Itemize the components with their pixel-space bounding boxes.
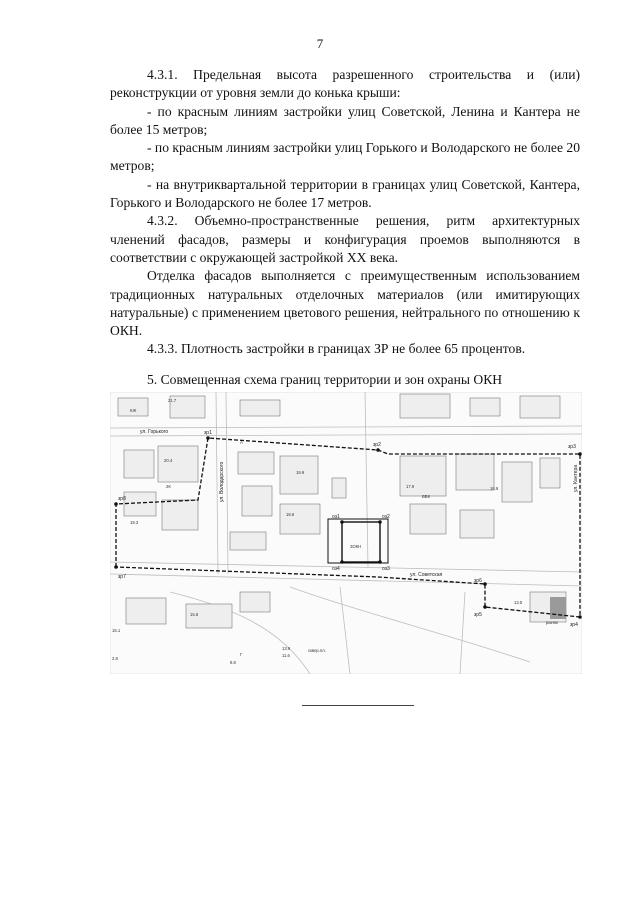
map-label: 15.1 xyxy=(112,628,121,633)
map-point-label: оз1 xyxy=(332,514,340,520)
map-label: сквер.пл. xyxy=(308,648,326,653)
paragraph-height-gorkogo: - по красным линиям застройки улиц Горького и Володарского не более 20 метров; xyxy=(110,140,580,174)
map-point-label: оз3 xyxy=(382,566,390,572)
map-point-label: зр6 xyxy=(474,578,482,584)
paragraph-height-sovetskaya: - по красным линиям застройки улиц Советской, Ленина и Кантера не более 15 метров; xyxy=(110,103,580,137)
document-body xyxy=(110,66,580,389)
map-label: 8.8 xyxy=(230,660,236,665)
map-point-label: зр3 xyxy=(568,444,576,450)
map-point-label: зр1 xyxy=(204,430,212,436)
zone-map xyxy=(110,392,582,674)
map-label: ЗОКН xyxy=(350,544,362,549)
map-label: А xyxy=(240,440,243,445)
map-point-label: зр5 xyxy=(474,612,482,618)
map-label: 19.3 xyxy=(130,520,139,525)
paragraph-4-3-2: 4.3.2. Объемно-пространственные решения, ритм архитектурных членений фасадов, размеры и конфигурация проемов выполняются в соответствии с окружающей застройкой XX века. xyxy=(110,213,580,265)
map-label: 11.6 xyxy=(282,653,290,658)
street-name-gorkogo: ул. Горького xyxy=(140,429,169,435)
map-label: 20.4 xyxy=(164,458,173,463)
section-heading: 5. Совмещенная схема границ территории и зон охраны ОКН xyxy=(147,371,503,387)
footer-rule xyxy=(302,705,414,706)
map-label: 13.9 xyxy=(282,646,291,651)
map-point-label: зр8 xyxy=(118,496,126,502)
map-point-label: зр4 xyxy=(570,622,578,628)
street-name-volodarskogo: ул. Володарского xyxy=(219,461,225,502)
map-point-label: зр7 xyxy=(118,574,126,580)
page-number: 7 xyxy=(316,36,324,51)
paragraph-facades: Отделка фасадов выполняется с преимущественным использованием традиционных натуральных отделочных материалов (или имитирующих натуральные) с применением цветового решения, нейтрального по отношению к ОКН. xyxy=(110,268,580,339)
map-label: 18.6 xyxy=(286,512,295,517)
map-point-label: зр2 xyxy=(373,442,381,448)
map-point-label: оз2 xyxy=(382,514,390,520)
map-label: 15.6 xyxy=(190,612,199,617)
map-label: ВВК xyxy=(422,494,431,499)
market-building xyxy=(550,597,566,619)
paragraph-4-3-1: 4.3.1. Предельная высота разрешенного строительства и (или) реконструкции от уровня земли до конька крыши: xyxy=(110,67,580,101)
map-label: 17.9 xyxy=(406,484,415,489)
paragraph-4-3-3: 4.3.3. Плотность застройки в границах ЗР не более 65 процентов. xyxy=(147,341,526,357)
map-label: 2К xyxy=(166,484,171,489)
zone-map-drawing xyxy=(110,392,582,674)
street-name-kantera: ул. Кантера xyxy=(573,464,579,492)
map-label: 19.9 xyxy=(296,470,305,475)
street-name-sovetskaya: ул. Советская xyxy=(410,572,443,578)
map-label: 13.5 xyxy=(514,600,523,605)
map-label: КЖ xyxy=(130,408,137,413)
map-label: 2.8 xyxy=(112,656,118,661)
map-point-label: оз4 xyxy=(332,566,340,572)
map-label: 21.7 xyxy=(168,398,177,403)
map-label: 16.9 xyxy=(490,486,499,491)
map-label: рынок xyxy=(546,620,558,625)
paragraph-height-inner: - на внутриквартальной территории в границах улиц Советской, Кантера, Горького и Володарского не более 17 метров. xyxy=(110,176,580,211)
map-label: Г xyxy=(240,652,243,657)
